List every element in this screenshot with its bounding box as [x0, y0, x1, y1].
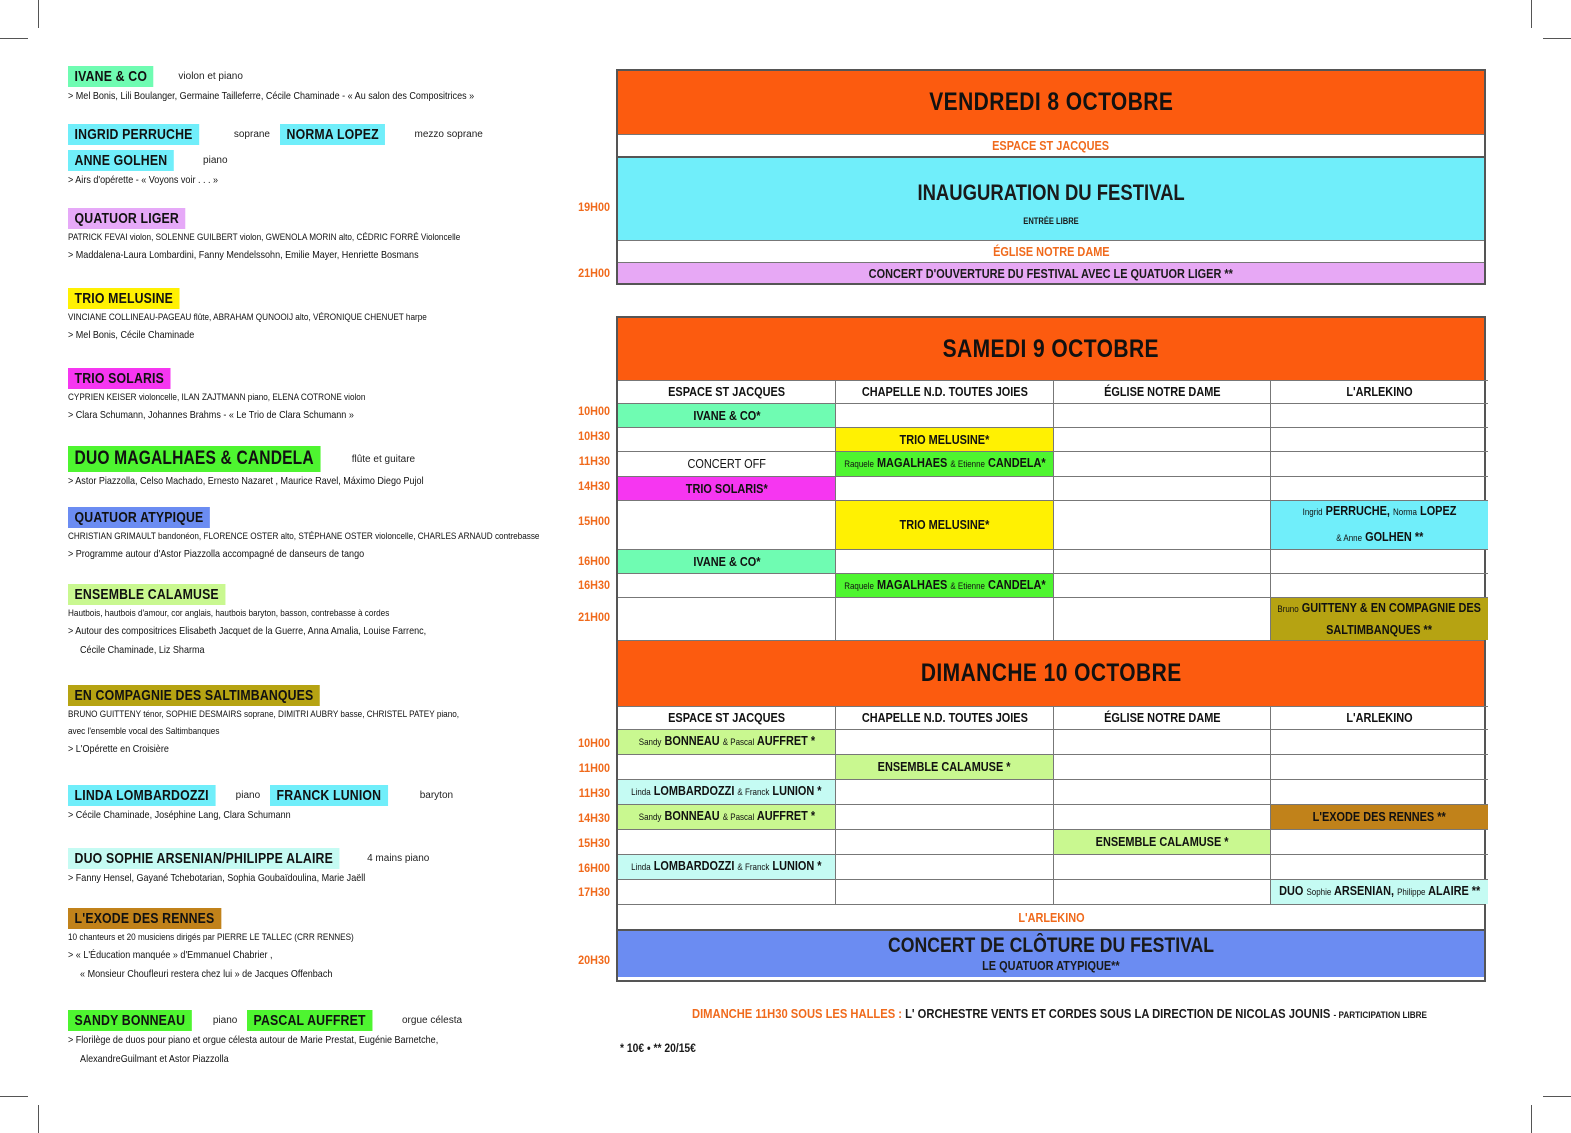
- last-name: LOMBARDOZZI: [653, 858, 735, 873]
- venue-name: L'ARLEKINO: [1017, 909, 1085, 925]
- members-line: CHRISTIAN GRIMAULT bandonéon, FLORENCE OSTER alto, STÉPHANE OSTER violoncelle, CHARLES ARNAUD contrebasse: [68, 531, 540, 542]
- event-label: GUITTENY & EN COMPAGNIE DES: [1302, 600, 1482, 615]
- time-label: 11H30: [578, 786, 610, 800]
- weekend-table: [616, 316, 1486, 982]
- members-line: PATRICK FEVAI violon, SOLENNE GUILBERT violon, GWENOLA MORIN alto, CÉDRIC FORRÉ Violoncelle: [68, 232, 461, 243]
- time-label: 19H00: [578, 200, 610, 214]
- event-label: IVANE & CO*: [692, 553, 761, 569]
- program-line: > Clara Schumann, Johannes Brahms - « Le Trio de Clara Schumann »: [68, 409, 354, 421]
- venue-label: [618, 240, 1484, 262]
- ensemble-role: soprane: [233, 129, 270, 140]
- program-line: > Programme autour d'Astor Piazzolla accompagné de danseurs de tango: [68, 548, 365, 560]
- venue-header: [1053, 380, 1270, 403]
- time-label: 15H00: [578, 514, 610, 528]
- event-label: CONCERT OFF: [687, 456, 766, 471]
- members-line: 10 chanteurs et 20 musiciens dirigés par PIERRE LE TALLEC (CRR RENNES): [68, 932, 354, 943]
- ensemble-tag: L'EXODE DES RENNES: [68, 908, 221, 929]
- event-cell: [618, 403, 835, 427]
- empty-cell: [835, 804, 1053, 829]
- first-name: Sandy: [638, 737, 661, 748]
- empty-cell: [1053, 451, 1270, 476]
- price-legend: * 10€ • ** 20/15€: [620, 1041, 696, 1055]
- venue-name: ESPACE ST JACQUES: [668, 710, 785, 725]
- ensemble-tag: ANNE GOLHEN: [68, 150, 174, 171]
- ensemble-tag: NORMA LOPEZ: [280, 124, 385, 145]
- empty-cell: [835, 829, 1053, 854]
- event-label: L'EXODE DES RENNES **: [1312, 809, 1447, 824]
- program-line: > Astor Piazzolla, Celso Machado, Ernesto Nazaret , Maurice Ravel, Máximo Diego Pujol: [68, 475, 424, 487]
- first-name: Raquele: [843, 459, 874, 470]
- program-line: > Maddalena-Laura Lombardini, Fanny Mendelssohn, Emilie Mayer, Henriette Bosmans: [68, 249, 419, 261]
- ensemble-tag: FRANCK LUNION: [270, 785, 388, 806]
- crop-mark: [1543, 38, 1571, 39]
- ensemble-tag: QUATUOR LIGER: [68, 208, 186, 229]
- first-name: & Franck: [737, 862, 770, 873]
- empty-cell: [1270, 476, 1488, 500]
- crop-mark: [1543, 1096, 1571, 1097]
- program-line: « Monsieur Choufleuri restera chez lui » de Jacques Offenbach: [80, 968, 333, 980]
- ensemble-atypique: [68, 507, 548, 564]
- ensemble-saltimbanques: [68, 685, 548, 759]
- members-line: BRUNO GUITTENY ténor, SOPHIE DESMAIRS soprane, DIMITRI AUBRY basse, CHRISTEL PATEY piano,: [68, 709, 460, 720]
- last-name: LUNION *: [772, 858, 822, 873]
- event-label: TRIO MELUSINE*: [899, 431, 990, 447]
- first-name: & Etienne: [949, 459, 985, 470]
- empty-cell: [1270, 779, 1488, 804]
- venue-name: L'ARLEKINO: [1346, 710, 1413, 725]
- last-name: MAGALHAES: [876, 576, 947, 592]
- last-name: AUFFRET *: [756, 808, 815, 823]
- ensemble-tag: TRIO MELUSINE: [68, 288, 180, 309]
- empty-cell: [835, 476, 1053, 500]
- empty-cell: [835, 729, 1053, 754]
- closing-concert: [618, 929, 1484, 977]
- first-name: Sandy: [638, 812, 661, 823]
- members-line: Hautbois, hautbois d'amour, cor anglais, hautbois baryton, basson, contrebasse à cordes: [68, 608, 390, 619]
- event-label: ENSEMBLE CALAMUSE *: [1095, 834, 1229, 849]
- last-name: ALAIRE **: [1427, 883, 1481, 898]
- event-cell: [835, 451, 1053, 476]
- ensemble-lombardozzi-lunion: [68, 785, 548, 825]
- crop-mark: [38, 1105, 39, 1133]
- empty-cell: [1053, 879, 1270, 904]
- ensemble-tag: DUO MAGALHAES & CANDELA: [68, 446, 320, 472]
- empty-cell: [1053, 573, 1270, 597]
- empty-cell: [618, 573, 835, 597]
- event-label: DUO: [1278, 883, 1304, 898]
- ensemble-bonneau-auffret: [68, 1010, 548, 1069]
- time-label: 21H00: [578, 610, 610, 624]
- program-line: > Autour des compositrices Elisabeth Jacquet de la Guerre, Anna Amalia, Louise Farrenc,: [68, 625, 427, 637]
- venue-label: [618, 904, 1484, 929]
- event-label: TRIO MELUSINE*: [899, 517, 990, 532]
- empty-cell: [835, 879, 1053, 904]
- first-name: Norma: [1392, 507, 1417, 518]
- entry-note: ENTRÉE LIBRE: [1023, 216, 1079, 226]
- event-cell: [1270, 500, 1488, 549]
- empty-cell: [835, 549, 1053, 573]
- time-label: 17H30: [578, 885, 610, 899]
- venue-name: ESPACE ST JACQUES: [992, 138, 1110, 153]
- event-cell: [618, 729, 835, 754]
- event-label: TRIO SOLARIS*: [685, 480, 768, 496]
- day-title: DIMANCHE 10 OCTOBRE: [920, 659, 1182, 687]
- venue-name: ÉGLISE NOTRE DAME: [992, 244, 1110, 259]
- venue-name: CHAPELLE N.D. TOUTES JOIES: [861, 710, 1028, 725]
- ensemble-tag: IVANE & CO: [68, 66, 154, 87]
- ensemble-exode-rennes: [68, 908, 548, 984]
- event-cell: [835, 754, 1053, 779]
- program-line: > Airs d'opérette - « Voyons voir . . . »: [68, 174, 219, 186]
- empty-cell: [618, 427, 835, 451]
- empty-cell: [1270, 829, 1488, 854]
- ensemble-role: violon et piano: [178, 71, 243, 82]
- empty-cell: [835, 779, 1053, 804]
- crop-mark: [1531, 0, 1532, 28]
- time-label: 14H30: [578, 479, 610, 493]
- footer-text: L' ORCHESTRE VENTS ET CORDES SOUS LA DIRECTION DE NICOLAS JOUNIS: [905, 1006, 1331, 1021]
- first-name: Sophie: [1306, 887, 1332, 898]
- ensemble-role: 4 mains piano: [367, 853, 430, 864]
- first-name: & Pascal: [722, 737, 754, 748]
- ensemble-role: piano: [212, 1015, 238, 1026]
- time-label: 21H00: [578, 266, 610, 280]
- venue-label: [618, 134, 1484, 156]
- event-cell: [835, 573, 1053, 597]
- crop-mark: [1531, 1105, 1532, 1133]
- footer-lead: DIMANCHE 11H30 SOUS LES HALLES :: [692, 1006, 902, 1021]
- ensemble-tag: DUO SOPHIE ARSENIAN/PHILIPPE ALAIRE: [68, 848, 339, 869]
- time-label: 11H00: [578, 761, 610, 775]
- venue-header: [1270, 380, 1488, 403]
- ensemble-ivane: [68, 66, 548, 106]
- empty-cell: [618, 754, 835, 779]
- ensemble-role: piano: [235, 790, 261, 801]
- venue-name: ÉGLISE NOTRE DAME: [1103, 384, 1221, 399]
- venue-name: ÉGLISE NOTRE DAME: [1103, 710, 1221, 725]
- venue-header: [618, 380, 835, 403]
- ensemble-magalhaes-candela: [68, 446, 548, 491]
- last-name: MAGALHAES: [876, 455, 947, 470]
- event-cell: [618, 476, 835, 500]
- first-name: & Pascal: [722, 812, 754, 823]
- empty-cell: [1270, 427, 1488, 451]
- first-name: Philippe: [1396, 887, 1426, 898]
- ensemble-tag: PASCAL AUFFRET: [247, 1010, 372, 1031]
- empty-cell: [1270, 854, 1488, 879]
- closing-title: CONCERT DE CLÔTURE DU FESTIVAL: [887, 934, 1215, 957]
- venue-header: [835, 706, 1053, 729]
- last-name: CANDELA*: [987, 455, 1046, 470]
- time-label: 16H00: [578, 554, 610, 568]
- empty-cell: [618, 879, 835, 904]
- ensemble-arsenian-alaire: [68, 848, 548, 888]
- time-label: 20H30: [578, 953, 610, 967]
- ensemble-role: baryton: [419, 790, 454, 801]
- first-name: Linda: [631, 862, 651, 873]
- empty-cell: [1053, 804, 1270, 829]
- ensemble-golhen: [68, 150, 548, 190]
- last-name: BONNEAU: [664, 733, 720, 748]
- venue-name: CHAPELLE N.D. TOUTES JOIES: [861, 384, 1028, 399]
- empty-cell: [1053, 854, 1270, 879]
- crop-mark: [0, 1096, 28, 1097]
- ensemble-tag: INGRID PERRUCHE: [68, 124, 199, 145]
- ensemble-tag: QUATUOR ATYPIQUE: [68, 507, 210, 528]
- program-line: > « L'Éducation manquée » d'Emmanuel Chabrier ,: [68, 949, 273, 961]
- last-name: LOMBARDOZZI: [653, 783, 735, 798]
- ensemble-tag: TRIO SOLARIS: [68, 368, 171, 389]
- members-line: CYPRIEN KEISER violoncelle, ILAN ZAJTMANN piano, ELENA COTRONE violon: [68, 392, 366, 403]
- ensemble-calamuse: [68, 584, 548, 660]
- empty-cell: [618, 829, 835, 854]
- venue-header: [1270, 706, 1488, 729]
- program-line: > Mel Bonis, Lili Boulanger, Germaine Tailleferre, Cécile Chaminade - « Au salon des Compositrices »: [68, 90, 475, 102]
- empty-cell: [1270, 729, 1488, 754]
- program-line: Cécile Chaminade, Liz Sharma: [80, 644, 205, 656]
- time-label: 15H30: [578, 836, 610, 850]
- event-cell: [618, 451, 835, 476]
- last-name: LUNION *: [772, 783, 822, 798]
- empty-cell: [1053, 500, 1270, 549]
- empty-cell: [1053, 403, 1270, 427]
- first-name: & Franck: [737, 787, 770, 798]
- day-title: VENDREDI 8 OCTOBRE: [928, 88, 1174, 116]
- venue-header: [618, 706, 835, 729]
- crop-mark: [38, 0, 39, 28]
- time-label: 10H30: [578, 429, 610, 443]
- venue-header: [835, 380, 1053, 403]
- ensemble-liger: [68, 208, 548, 265]
- sunday-grid: [618, 706, 1484, 904]
- first-name: Ingrid: [1302, 507, 1323, 518]
- ensemble-role: orgue célesta: [402, 1015, 463, 1026]
- empty-cell: [1053, 754, 1270, 779]
- event-label: SALTIMBANQUES **: [1326, 622, 1433, 637]
- footer-small: - PARTICIPATION LIBRE: [1333, 1010, 1427, 1021]
- event-cell: [1270, 804, 1488, 829]
- footer-note: [692, 1006, 1427, 1021]
- venue-name: L'ARLEKINO: [1346, 384, 1413, 399]
- event-cell: [1270, 597, 1488, 640]
- event-cell: [618, 854, 835, 879]
- event-cell: [1270, 879, 1488, 904]
- day-header-sunday: [618, 640, 1484, 706]
- ensemble-role: mezzo soprane: [414, 129, 483, 140]
- empty-cell: [1053, 549, 1270, 573]
- venue-name: ESPACE ST JACQUES: [668, 384, 785, 399]
- first-name: Linda: [631, 787, 651, 798]
- empty-cell: [1053, 597, 1270, 640]
- ensemble-tag: LINDA LOMBARDOZZI: [68, 785, 215, 806]
- time-label: 10H00: [578, 404, 610, 418]
- ensemble-role: piano: [203, 155, 228, 166]
- program-line: > L'Opérette en Croisière: [68, 743, 169, 755]
- ensemble-tag: ENSEMBLE CALAMUSE: [68, 584, 225, 605]
- empty-cell: [618, 500, 835, 549]
- day-header-saturday: [618, 318, 1484, 380]
- time-label: 16H30: [578, 578, 610, 592]
- last-name: AUFFRET *: [756, 733, 815, 748]
- saturday-grid: [618, 380, 1484, 640]
- friday-table: [616, 69, 1486, 285]
- concert-title: CONCERT D'OUVERTURE DU FESTIVAL AVEC LE QUATUOR LIGER **: [868, 265, 1234, 281]
- event-label: ENSEMBLE CALAMUSE *: [878, 759, 1011, 774]
- members-line: VINCIANE COLLINEAU-PAGEAU flûte, ABRAHAM QUNOOIJ alto, VÉRONIQUE CHENUET harpe: [68, 312, 427, 323]
- event-cell: [835, 500, 1053, 549]
- event-label: IVANE & CO*: [692, 407, 761, 423]
- event-cell: [1053, 829, 1270, 854]
- venue-header: [1053, 706, 1270, 729]
- empty-cell: [835, 403, 1053, 427]
- empty-cell: [1270, 403, 1488, 427]
- program-line: AlexandreGuilmant et Astor Piazzolla: [80, 1053, 229, 1065]
- last-name: ARSENIAN,: [1333, 883, 1394, 898]
- first-name: Bruno: [1277, 604, 1300, 615]
- event-cell: [618, 549, 835, 573]
- ensemble-role: flûte et guitare: [351, 453, 416, 465]
- first-name: & Anne: [1335, 533, 1362, 544]
- crop-mark: [0, 38, 28, 39]
- event-cell: [618, 779, 835, 804]
- first-name: Raquele: [843, 580, 874, 592]
- last-name: CANDELA*: [987, 576, 1046, 592]
- empty-cell: [1053, 427, 1270, 451]
- time-label: 10H00: [578, 736, 610, 750]
- empty-cell: [1053, 729, 1270, 754]
- program-line: > Fanny Hensel, Gayané Tchebotarian, Sophia Goubaïdoulina, Marie Jaëll: [68, 872, 366, 884]
- inauguration-block: [618, 156, 1484, 240]
- first-name: & Etienne: [949, 580, 985, 592]
- last-name: PERRUCHE,: [1325, 503, 1390, 518]
- closing-subtitle: LE QUATUOR ATYPIQUE**: [982, 958, 1120, 973]
- last-name: GOLHEN **: [1364, 529, 1424, 544]
- event-cell: [835, 427, 1053, 451]
- event-cell: [618, 804, 835, 829]
- time-label: 14H30: [578, 811, 610, 825]
- ensemble-solaris: [68, 368, 548, 425]
- empty-cell: [835, 854, 1053, 879]
- ensemble-tag: EN COMPAGNIE DES SALTIMBANQUES: [68, 685, 320, 706]
- day-header-friday: [618, 71, 1484, 134]
- program-line: > Mel Bonis, Cécile Chaminade: [68, 329, 195, 341]
- inauguration-title: INAUGURATION DU FESTIVAL: [917, 180, 1185, 205]
- empty-cell: [1270, 754, 1488, 779]
- program-line: > Cécile Chaminade, Joséphine Lang, Clara Schumann: [68, 809, 291, 821]
- empty-cell: [1053, 476, 1270, 500]
- members-line: avec l'ensemble vocal des Saltimbanques: [68, 726, 220, 737]
- empty-cell: [618, 597, 835, 640]
- empty-cell: [1270, 573, 1488, 597]
- empty-cell: [1053, 779, 1270, 804]
- time-label: 11H30: [578, 454, 610, 468]
- day-title: SAMEDI 9 OCTOBRE: [942, 334, 1160, 363]
- opening-concert: [618, 262, 1484, 283]
- program-line: > Florilège de duos pour piano et orgue célesta autour de Marie Prestat, Eugénie Barnetche,: [68, 1034, 439, 1046]
- ensemble-tag: SANDY BONNEAU: [68, 1010, 192, 1031]
- time-label: 16H00: [578, 861, 610, 875]
- empty-cell: [835, 597, 1053, 640]
- empty-cell: [1270, 549, 1488, 573]
- ensemble-perruche-lopez: [68, 124, 548, 145]
- last-name: LOPEZ: [1419, 503, 1457, 518]
- empty-cell: [1270, 451, 1488, 476]
- last-name: BONNEAU: [664, 808, 720, 823]
- ensemble-melusine: [68, 288, 548, 345]
